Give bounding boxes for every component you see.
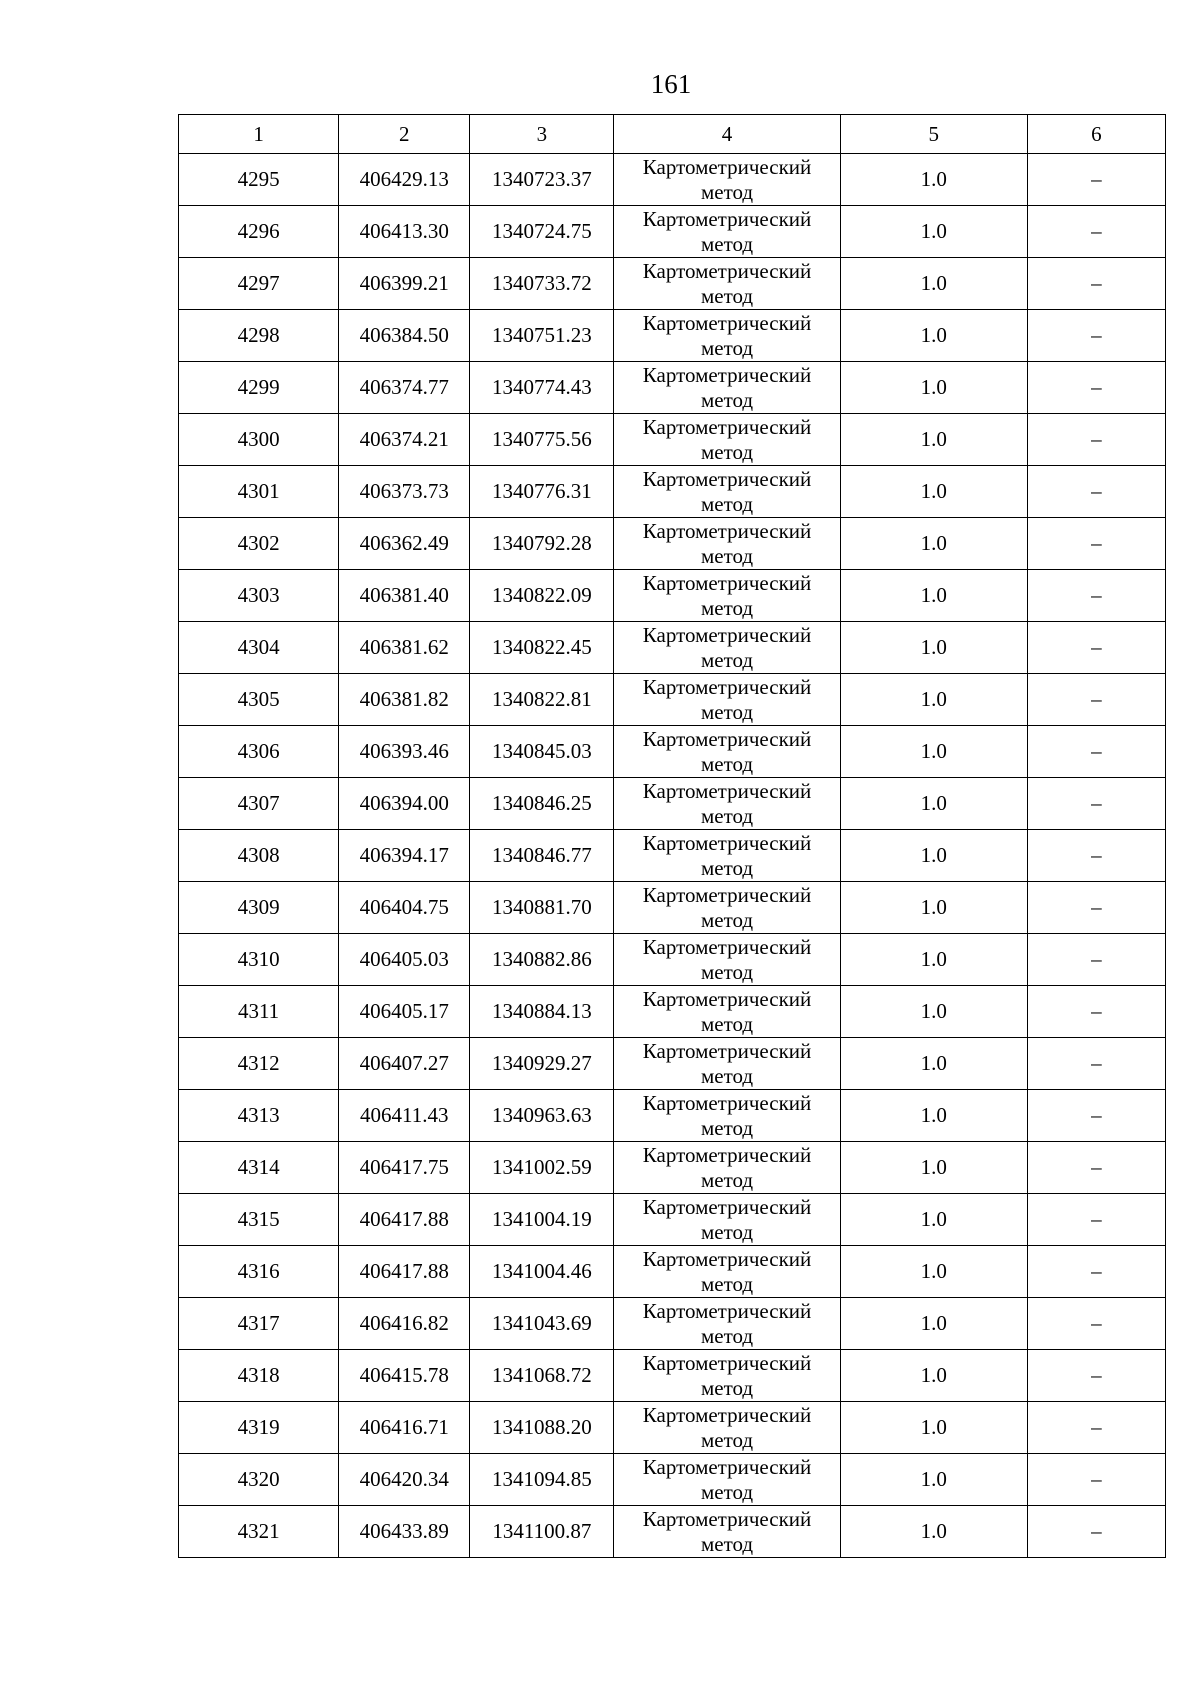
y-coordinate-cell: 1341100.87 xyxy=(470,1506,614,1558)
y-coordinate-cell: 1340845.03 xyxy=(470,726,614,778)
accuracy-cell: 1.0 xyxy=(840,986,1027,1038)
note-cell: – xyxy=(1027,1142,1165,1194)
y-coordinate-cell: 1340884.13 xyxy=(470,986,614,1038)
method-cell: Картометрический метод xyxy=(614,154,840,206)
x-coordinate-cell: 406413.30 xyxy=(339,206,470,258)
x-coordinate-cell: 406381.62 xyxy=(339,622,470,674)
note-cell: – xyxy=(1027,1402,1165,1454)
accuracy-cell: 1.0 xyxy=(840,1506,1027,1558)
x-coordinate-cell: 406362.49 xyxy=(339,518,470,570)
x-coordinate-cell: 406399.21 xyxy=(339,258,470,310)
accuracy-cell: 1.0 xyxy=(840,1350,1027,1402)
accuracy-cell: 1.0 xyxy=(840,1090,1027,1142)
point-number-cell: 4310 xyxy=(179,934,339,986)
note-cell: – xyxy=(1027,1454,1165,1506)
y-coordinate-cell: 1340822.45 xyxy=(470,622,614,674)
accuracy-cell: 1.0 xyxy=(840,414,1027,466)
point-number-cell: 4319 xyxy=(179,1402,339,1454)
table-row xyxy=(179,778,1166,830)
table-row xyxy=(179,622,1166,674)
note-cell: – xyxy=(1027,882,1165,934)
x-coordinate-cell: 406393.46 xyxy=(339,726,470,778)
x-coordinate-cell: 406404.75 xyxy=(339,882,470,934)
method-cell: Картометрический метод xyxy=(614,986,840,1038)
table-row xyxy=(179,154,1166,206)
x-coordinate-cell: 406417.88 xyxy=(339,1194,470,1246)
accuracy-cell: 1.0 xyxy=(840,934,1027,986)
point-number-cell: 4300 xyxy=(179,414,339,466)
method-cell: Картометрический метод xyxy=(614,1038,840,1090)
y-coordinate-cell: 1341094.85 xyxy=(470,1454,614,1506)
table-row xyxy=(179,674,1166,726)
method-cell: Картометрический метод xyxy=(614,726,840,778)
note-cell: – xyxy=(1027,1090,1165,1142)
y-coordinate-cell: 1340733.72 xyxy=(470,258,614,310)
method-cell: Картометрический метод xyxy=(614,1454,840,1506)
point-number-cell: 4306 xyxy=(179,726,339,778)
table-row xyxy=(179,206,1166,258)
y-coordinate-cell: 1340822.09 xyxy=(470,570,614,622)
accuracy-cell: 1.0 xyxy=(840,1142,1027,1194)
note-cell: – xyxy=(1027,622,1165,674)
accuracy-cell: 1.0 xyxy=(840,1038,1027,1090)
point-number-cell: 4304 xyxy=(179,622,339,674)
point-number-cell: 4305 xyxy=(179,674,339,726)
accuracy-cell: 1.0 xyxy=(840,726,1027,778)
y-coordinate-cell: 1341004.46 xyxy=(470,1246,614,1298)
note-cell: – xyxy=(1027,726,1165,778)
y-coordinate-cell: 1340751.23 xyxy=(470,310,614,362)
x-coordinate-cell: 406429.13 xyxy=(339,154,470,206)
x-coordinate-cell: 406433.89 xyxy=(339,1506,470,1558)
method-cell: Картометрический метод xyxy=(614,1090,840,1142)
method-cell: Картометрический метод xyxy=(614,258,840,310)
point-number-cell: 4321 xyxy=(179,1506,339,1558)
point-number-cell: 4311 xyxy=(179,986,339,1038)
point-number-cell: 4296 xyxy=(179,206,339,258)
note-cell: – xyxy=(1027,1038,1165,1090)
accuracy-cell: 1.0 xyxy=(840,622,1027,674)
point-number-cell: 4303 xyxy=(179,570,339,622)
point-number-cell: 4299 xyxy=(179,362,339,414)
column-header: 5 xyxy=(840,115,1027,154)
accuracy-cell: 1.0 xyxy=(840,830,1027,882)
method-cell: Картометрический метод xyxy=(614,778,840,830)
note-cell: – xyxy=(1027,986,1165,1038)
table-row xyxy=(179,414,1166,466)
x-coordinate-cell: 406405.03 xyxy=(339,934,470,986)
y-coordinate-cell: 1340963.63 xyxy=(470,1090,614,1142)
accuracy-cell: 1.0 xyxy=(840,1194,1027,1246)
accuracy-cell: 1.0 xyxy=(840,674,1027,726)
accuracy-cell: 1.0 xyxy=(840,258,1027,310)
x-coordinate-cell: 406405.17 xyxy=(339,986,470,1038)
note-cell: – xyxy=(1027,830,1165,882)
y-coordinate-cell: 1340929.27 xyxy=(470,1038,614,1090)
table-row xyxy=(179,466,1166,518)
table-row xyxy=(179,986,1166,1038)
method-cell: Картометрический метод xyxy=(614,1194,840,1246)
note-cell: – xyxy=(1027,414,1165,466)
x-coordinate-cell: 406374.77 xyxy=(339,362,470,414)
y-coordinate-cell: 1341004.19 xyxy=(470,1194,614,1246)
accuracy-cell: 1.0 xyxy=(840,154,1027,206)
table-row xyxy=(179,1298,1166,1350)
method-cell: Картометрический метод xyxy=(614,518,840,570)
point-number-cell: 4295 xyxy=(179,154,339,206)
method-cell: Картометрический метод xyxy=(614,674,840,726)
accuracy-cell: 1.0 xyxy=(840,1402,1027,1454)
note-cell: – xyxy=(1027,1194,1165,1246)
point-number-cell: 4297 xyxy=(179,258,339,310)
x-coordinate-cell: 406384.50 xyxy=(339,310,470,362)
y-coordinate-cell: 1341068.72 xyxy=(470,1350,614,1402)
method-cell: Картометрический метод xyxy=(614,414,840,466)
y-coordinate-cell: 1340792.28 xyxy=(470,518,614,570)
table-row xyxy=(179,362,1166,414)
x-coordinate-cell: 406374.21 xyxy=(339,414,470,466)
table-row xyxy=(179,1142,1166,1194)
y-coordinate-cell: 1340846.25 xyxy=(470,778,614,830)
x-coordinate-cell: 406394.17 xyxy=(339,830,470,882)
note-cell: – xyxy=(1027,362,1165,414)
column-header: 6 xyxy=(1027,115,1165,154)
point-number-cell: 4301 xyxy=(179,466,339,518)
accuracy-cell: 1.0 xyxy=(840,362,1027,414)
column-header: 3 xyxy=(470,115,614,154)
table-row xyxy=(179,1454,1166,1506)
method-cell: Картометрический метод xyxy=(614,1350,840,1402)
y-coordinate-cell: 1340776.31 xyxy=(470,466,614,518)
table-row xyxy=(179,1090,1166,1142)
y-coordinate-cell: 1340774.43 xyxy=(470,362,614,414)
x-coordinate-cell: 406416.82 xyxy=(339,1298,470,1350)
point-number-cell: 4313 xyxy=(179,1090,339,1142)
point-number-cell: 4302 xyxy=(179,518,339,570)
method-cell: Картометрический метод xyxy=(614,1402,840,1454)
coordinates-table xyxy=(178,114,1166,1558)
column-header: 1 xyxy=(179,115,339,154)
accuracy-cell: 1.0 xyxy=(840,1298,1027,1350)
method-cell: Картометрический метод xyxy=(614,466,840,518)
method-cell: Картометрический метод xyxy=(614,882,840,934)
method-cell: Картометрический метод xyxy=(614,1142,840,1194)
table-row xyxy=(179,1194,1166,1246)
point-number-cell: 4298 xyxy=(179,310,339,362)
point-number-cell: 4312 xyxy=(179,1038,339,1090)
x-coordinate-cell: 406407.27 xyxy=(339,1038,470,1090)
point-number-cell: 4309 xyxy=(179,882,339,934)
table-row xyxy=(179,1402,1166,1454)
note-cell: – xyxy=(1027,466,1165,518)
accuracy-cell: 1.0 xyxy=(840,310,1027,362)
method-cell: Картометрический метод xyxy=(614,570,840,622)
y-coordinate-cell: 1340822.81 xyxy=(470,674,614,726)
accuracy-cell: 1.0 xyxy=(840,882,1027,934)
table-row xyxy=(179,1350,1166,1402)
note-cell: – xyxy=(1027,778,1165,830)
note-cell: – xyxy=(1027,674,1165,726)
table-row xyxy=(179,726,1166,778)
x-coordinate-cell: 406381.82 xyxy=(339,674,470,726)
method-cell: Картометрический метод xyxy=(614,310,840,362)
point-number-cell: 4317 xyxy=(179,1298,339,1350)
note-cell: – xyxy=(1027,570,1165,622)
method-cell: Картометрический метод xyxy=(614,622,840,674)
page-number: 161 xyxy=(650,69,692,99)
table-row xyxy=(179,1246,1166,1298)
note-cell: – xyxy=(1027,206,1165,258)
y-coordinate-cell: 1340882.86 xyxy=(470,934,614,986)
table-row xyxy=(179,518,1166,570)
x-coordinate-cell: 406394.00 xyxy=(339,778,470,830)
method-cell: Картометрический метод xyxy=(614,934,840,986)
y-coordinate-cell: 1340775.56 xyxy=(470,414,614,466)
note-cell: – xyxy=(1027,1246,1165,1298)
note-cell: – xyxy=(1027,154,1165,206)
x-coordinate-cell: 406417.75 xyxy=(339,1142,470,1194)
table-body xyxy=(179,154,1166,1558)
method-cell: Картометрический метод xyxy=(614,206,840,258)
point-number-cell: 4315 xyxy=(179,1194,339,1246)
accuracy-cell: 1.0 xyxy=(840,1454,1027,1506)
table-header-row xyxy=(179,115,1166,154)
accuracy-cell: 1.0 xyxy=(840,1246,1027,1298)
x-coordinate-cell: 406417.88 xyxy=(339,1246,470,1298)
y-coordinate-cell: 1341043.69 xyxy=(470,1298,614,1350)
y-coordinate-cell: 1340846.77 xyxy=(470,830,614,882)
point-number-cell: 4307 xyxy=(179,778,339,830)
note-cell: – xyxy=(1027,1506,1165,1558)
note-cell: – xyxy=(1027,934,1165,986)
y-coordinate-cell: 1340881.70 xyxy=(470,882,614,934)
point-number-cell: 4318 xyxy=(179,1350,339,1402)
point-number-cell: 4314 xyxy=(179,1142,339,1194)
x-coordinate-cell: 406415.78 xyxy=(339,1350,470,1402)
accuracy-cell: 1.0 xyxy=(840,206,1027,258)
method-cell: Картометрический метод xyxy=(614,830,840,882)
table-row xyxy=(179,1038,1166,1090)
point-number-cell: 4316 xyxy=(179,1246,339,1298)
point-number-cell: 4308 xyxy=(179,830,339,882)
y-coordinate-cell: 1340724.75 xyxy=(470,206,614,258)
method-cell: Картометрический метод xyxy=(614,1506,840,1558)
table-row xyxy=(179,570,1166,622)
method-cell: Картометрический метод xyxy=(614,1246,840,1298)
note-cell: – xyxy=(1027,518,1165,570)
method-cell: Картометрический метод xyxy=(614,362,840,414)
x-coordinate-cell: 406373.73 xyxy=(339,466,470,518)
x-coordinate-cell: 406411.43 xyxy=(339,1090,470,1142)
accuracy-cell: 1.0 xyxy=(840,570,1027,622)
point-number-cell: 4320 xyxy=(179,1454,339,1506)
column-header: 2 xyxy=(339,115,470,154)
x-coordinate-cell: 406416.71 xyxy=(339,1402,470,1454)
column-header: 4 xyxy=(614,115,840,154)
x-coordinate-cell: 406381.40 xyxy=(339,570,470,622)
note-cell: – xyxy=(1027,1350,1165,1402)
y-coordinate-cell: 1341002.59 xyxy=(470,1142,614,1194)
method-cell: Картометрический метод xyxy=(614,1298,840,1350)
x-coordinate-cell: 406420.34 xyxy=(339,1454,470,1506)
y-coordinate-cell: 1340723.37 xyxy=(470,154,614,206)
accuracy-cell: 1.0 xyxy=(840,466,1027,518)
note-cell: – xyxy=(1027,310,1165,362)
accuracy-cell: 1.0 xyxy=(840,778,1027,830)
table-row xyxy=(179,310,1166,362)
table-row xyxy=(179,258,1166,310)
note-cell: – xyxy=(1027,1298,1165,1350)
note-cell: – xyxy=(1027,258,1165,310)
table-row xyxy=(179,934,1166,986)
table-row xyxy=(179,882,1166,934)
table-row xyxy=(179,830,1166,882)
accuracy-cell: 1.0 xyxy=(840,518,1027,570)
y-coordinate-cell: 1341088.20 xyxy=(470,1402,614,1454)
table-row xyxy=(179,1506,1166,1558)
